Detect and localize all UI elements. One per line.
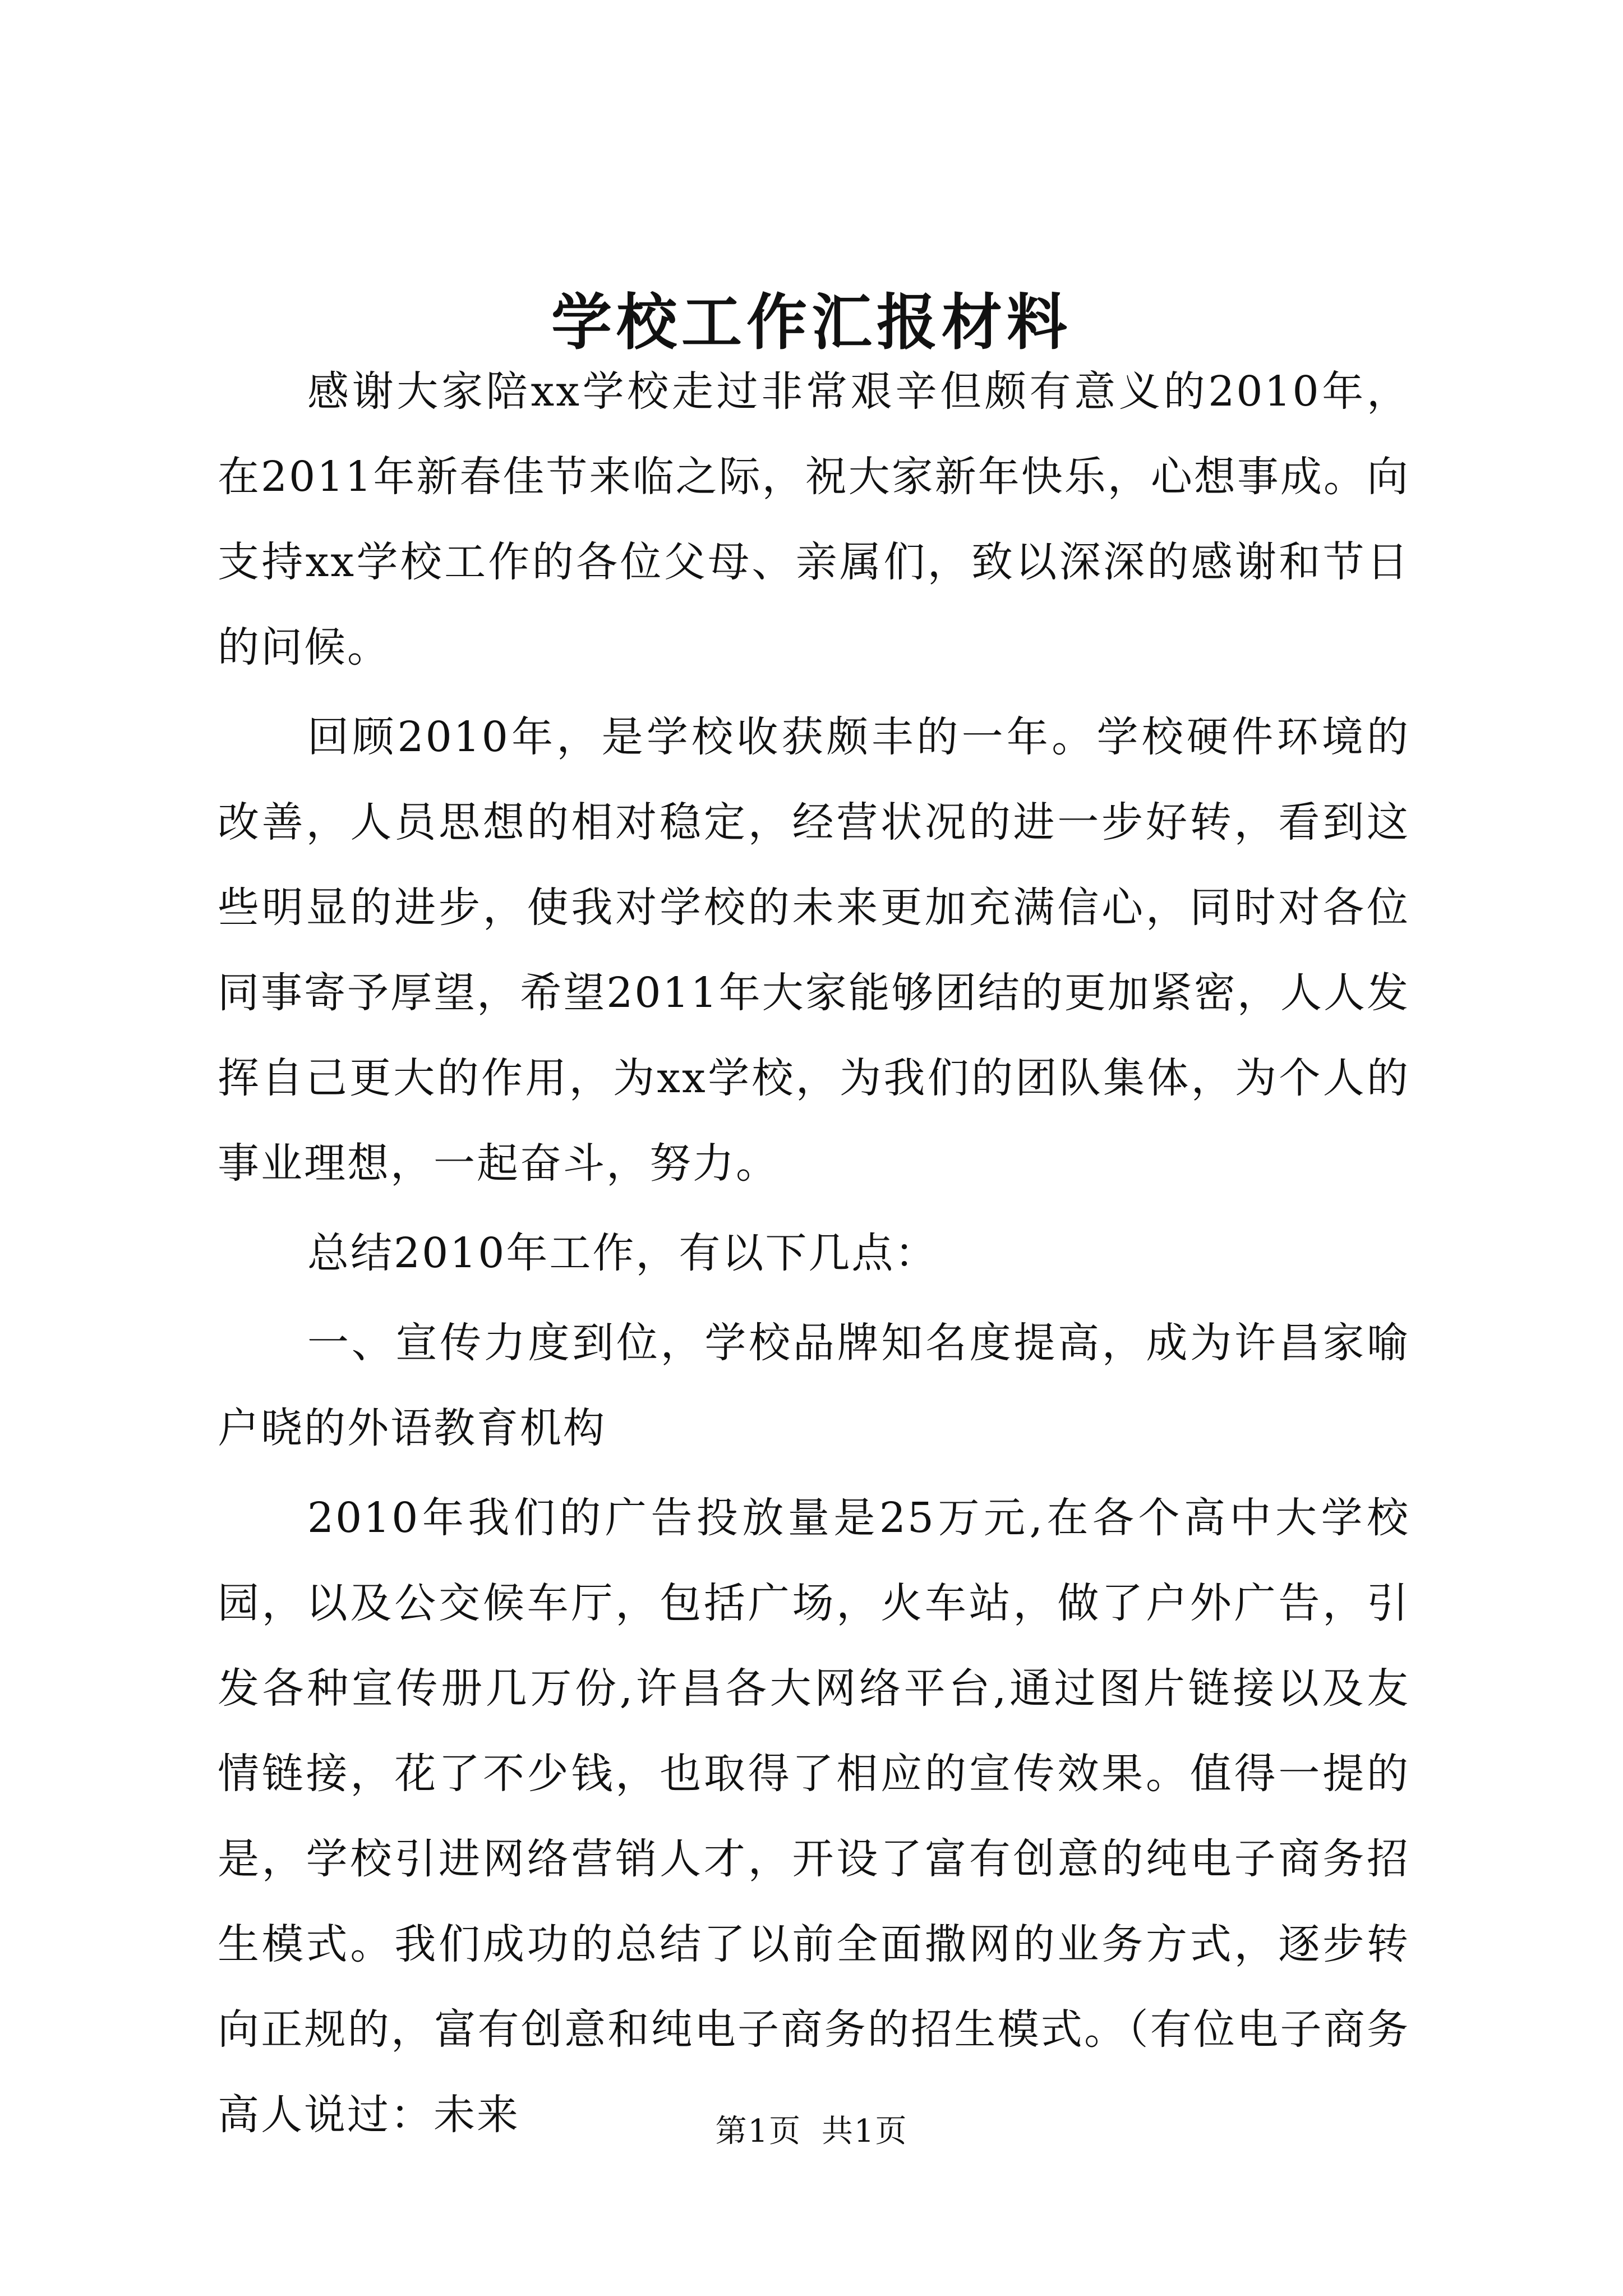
page-total: 共1页 <box>821 2113 908 2150</box>
paragraph-greeting: 感谢大家陪xx学校走过非常艰辛但颇有意义的2010年，在2011年新春佳节来临之际，祝大家新年快乐，心想事成。向支持xx学校工作的各位父母、亲属们，致以深深的感谢和节日的问候。 <box>218 367 1410 671</box>
paragraph-summary-intro: 总结2010年工作，有以下几点： <box>307 1229 938 1277</box>
paragraph-advertising: 2010年我们的广告投放量是25万元,在各个高中大学校园，以及公交候车厅，包括广场，火车站，做了户外广告，引发各种宣传册几万份,许昌各大网络平台,通过图片链接以及友情链接，花了不少钱，也取得了相应的宣传效果。值得一提的是，学校引进网络营销人才，开设了富有创意的纯电子商务招生模式。我们成功的总结了以前全面撒网的业务方式，逐步转向正规的，富有创意和纯电子商务的招生模式。（有位电子商务高人说过：未来 <box>218 1494 1410 2139</box>
page-number: 第1页 <box>715 2113 802 2150</box>
document-body <box>218 349 1410 2162</box>
page-footer <box>0 2109 1623 2154</box>
paragraph-section-heading: 一、宣传力度到位，学校品牌知名度提高，成为许昌家喻户晓的外语教育机构 <box>218 1319 1410 1452</box>
document-title: 学校工作汇报材料 <box>551 287 1072 358</box>
paragraph-review: 回顾2010年，是学校收获颇丰的一年。学校硬件环境的改善，人员思想的相对稳定，经营状况的进一步好转，看到这些明显的进步，使我对学校的未来更加充满信心，同时对各位同事寄予厚望，希望2011年大家能够团结的更加紧密，人人发挥自己更大的作用，为xx学校，为我们的团队集体，为个人的事业理想，一起奋斗，努力。 <box>218 713 1410 1188</box>
